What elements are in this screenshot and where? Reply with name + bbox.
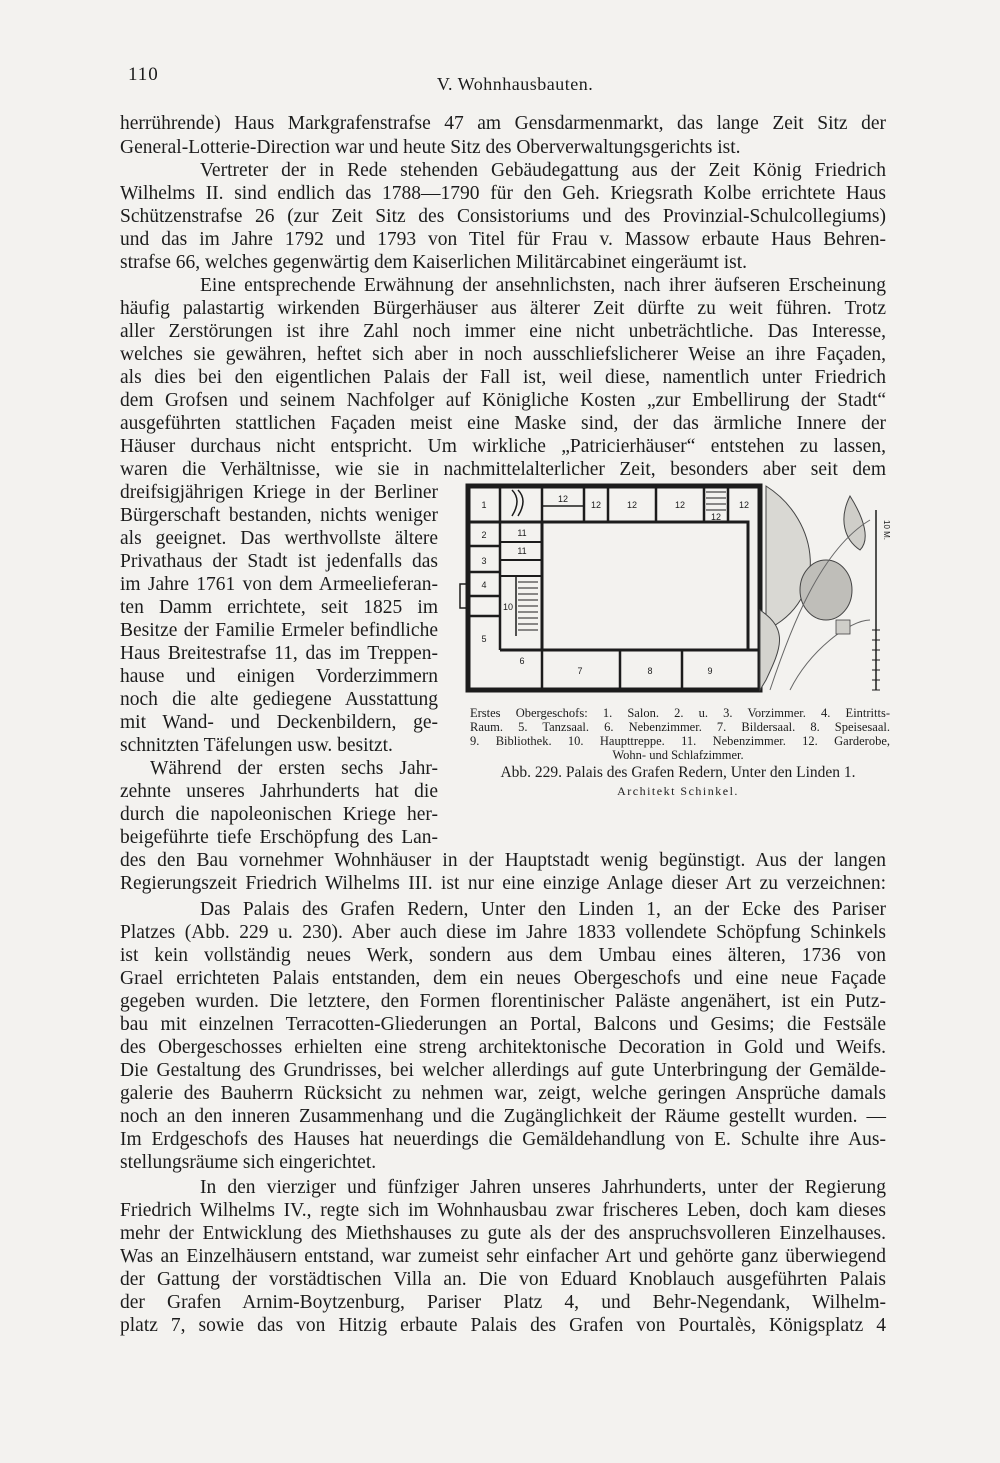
body-line: der Gattung der vorstädtischen Villa an. Die von Eduard Knoblauch ausgeführten Palais xyxy=(120,1269,886,1290)
narrow-line: Privathaus der Stadt ist jedenfalls das xyxy=(120,551,438,572)
room-number: 10 xyxy=(502,602,514,612)
narrow-line: Während der ersten sechs Jahr- xyxy=(150,758,438,779)
body-line: Häuser durchaus nicht entspricht. Um wirkliche „Patricierhäuser“ entstehen zu lassen, xyxy=(120,436,886,457)
narrow-line: Bürgerschaft bestanden, nichts weniger xyxy=(120,505,438,526)
narrow-line: mit Wand- und Deckenbildern, ge- xyxy=(120,712,438,733)
body-line: noch an den inneren Zusammenhang und die Zugänglichkeit der Räume gestellt wurden. — xyxy=(120,1106,886,1127)
figure-legend-line: Erstes Obergeschofs: 1. Salon. 2. u. 3. Vorzimmer. 4. Eintritts- xyxy=(470,706,890,720)
plan-courtyard xyxy=(542,522,748,650)
body-line: Grael errichteten Palais entstanden, dem ein neues Obergeschofs und eine neue Façade xyxy=(120,968,886,989)
room-number: 11 xyxy=(517,546,527,556)
floor-plan-figure xyxy=(460,480,896,798)
running-head: V. Wohnhausbauten. xyxy=(436,74,594,94)
scale-bar xyxy=(872,510,891,690)
room-number: 5 xyxy=(481,634,487,644)
room-number: 9 xyxy=(707,666,713,676)
scale-label: 10 M. xyxy=(882,520,891,541)
body-line: Schützenstrafse 26 (zur Zeit Sitz des Consistoriums und des Provinzial-Schulcollegiums) xyxy=(120,206,886,227)
body-line: Vertreter der in Rede stehenden Gebäudegattung aus der Zeit König Friedrich xyxy=(200,160,886,181)
room-number: 12 xyxy=(557,494,569,504)
room-number: 7 xyxy=(577,666,583,676)
body-line: stellungsräume sich eingerichtet. xyxy=(120,1152,377,1173)
narrow-line: beigeführte tiefe Erschöpfung des Lan- xyxy=(120,827,438,848)
garden-bush xyxy=(836,620,850,634)
room-number: 12 xyxy=(674,500,686,510)
narrow-line: ten Damm errichtete, seit 1825 im xyxy=(120,597,438,618)
narrow-line: zehnte unseres Jahrhunderts hat die xyxy=(120,781,438,802)
body-line: strafse 66, welches gegenwärtig dem Kaiserlichen Militärcabinet eingeräumt ist. xyxy=(120,252,748,273)
narrow-line: noch die alte gediegene Ausstattung xyxy=(120,689,438,710)
body-line: galerie des Bauherrn Rücksicht zu nehmen war, zeigt, welche geringen Ansprüche damals xyxy=(120,1083,886,1104)
body-line: Was an Einzelhäusern entstand, war zumeist sehr einfacher Art und gehörte ganz überwiegend xyxy=(120,1246,886,1267)
body-line: Im Erdgeschofs des Hauses hat neuerdings die Gemäldehandlung von E. Schulte ihre Aus- xyxy=(120,1129,886,1150)
body-line: Platzes (Abb. 229 u. 230). Aber auch diese im Jahre 1833 vollendete Schöpfung Schinkels xyxy=(120,922,886,943)
garden-tree-center xyxy=(800,560,852,620)
floor-plan-drawing xyxy=(460,480,890,702)
body-line: Friedrich Wilhelms IV., regte sich im Wohnhausbau zwar frischeres Leben, doch kam dieses xyxy=(120,1200,886,1221)
room-number: 3 xyxy=(481,556,487,566)
narrow-line: Besitze der Familie Ermeler befindliche xyxy=(120,620,438,641)
narrow-line: schnitzten Täfelungen usw. besitzt. xyxy=(120,735,393,756)
room-number: 8 xyxy=(647,666,653,676)
body-line: und das im Jahre 1792 und 1793 von Titel für Frau v. Massow erbaute Haus Behren- xyxy=(120,229,886,250)
body-line: der Grafen Arnim-Boytzenburg, Pariser Platz 4, und Behr-Negendank, Wilhelm- xyxy=(120,1292,886,1313)
body-line: Eine entsprechende Erwähnung der ansehnlichsten, nach ihrer äufseren Erscheinung xyxy=(200,275,886,296)
body-line: gegeben wurden. Die letztere, den Formen florentinischer Paläste angenähert, ist ein Putz- xyxy=(120,991,886,1012)
body-line: General-Lotterie-Direction war und heute Sitz des Oberverwaltungsgerichts ist. xyxy=(120,137,741,158)
narrow-line: als geeignet. Das werthvollste ältere xyxy=(120,528,438,549)
body-line: waren die Verhältnisse, wie sie in nachmittelalterlicher Zeit, besonders aber seit dem xyxy=(120,459,886,480)
body-line: Regierungszeit Friedrich Wilhelms III. ist nur eine einzige Anlage dieser Art zu verzeichnen: xyxy=(120,873,886,894)
body-line: aller Zerstörungen ist ihre Zahl noch immer eine nicht unbeträchtliche. Das Interesse, xyxy=(120,321,886,342)
body-line: Wilhelms II. sind endlich das 1788—1790 für den Geh. Kriegsrath Kolbe errichtete Haus xyxy=(120,183,886,204)
figure-legend-line: 9. Bibliothek. 10. Haupttreppe. 11. Nebenzimmer. 12. Garderobe, xyxy=(470,734,890,748)
narrow-line: durch die napoleonischen Kriege her- xyxy=(120,804,438,825)
body-line: platz 7, sowie das von Hitzig erbaute Palais des Grafen von Pourtalès, Königsplatz 4 xyxy=(120,1315,886,1336)
narrow-line: im Jahre 1761 von dem Armeelieferan- xyxy=(120,574,438,595)
room-number: 12 xyxy=(626,500,638,510)
garden-tree-cluster-top xyxy=(766,486,810,630)
room-number: 6 xyxy=(519,656,525,666)
room-number: 1 xyxy=(481,500,487,510)
body-line: des den Bau vornehmer Wohnhäuser in der Hauptstadt wenig begünstigt. Aus der langen xyxy=(120,850,886,871)
body-line: ausgeführten stattlichen Façaden meist eine Maske sind, der das ärmliche Innere der xyxy=(120,413,886,434)
body-line: In den vierziger und fünfziger Jahren unseres Jahrhunderts, unter der Regierung xyxy=(200,1177,886,1198)
body-line: häufig palastartig wirkenden Bürgerhäuser aus älterer Zeit dürfte zu weit führen. Trotz xyxy=(120,298,886,319)
page-number: 110 xyxy=(128,64,159,85)
garden-shrub-right xyxy=(844,496,865,550)
figure-architect: Architekt Schinkel. xyxy=(617,784,739,798)
narrow-line: dreifsigjährigen Kriege in der Berliner xyxy=(120,482,438,503)
room-number: 2 xyxy=(481,530,487,540)
room-number: 4 xyxy=(481,580,487,590)
body-line: des Obergeschosses erhielten eine streng architektonische Decoration in Gold und Weifs. xyxy=(120,1037,886,1058)
room-number: 12 xyxy=(710,512,722,522)
room-number: 12 xyxy=(738,500,750,510)
figure-legend-line: Wohn- und Schlafzimmer. xyxy=(612,748,744,762)
body-line: Das Palais des Grafen Redern, Unter den Linden 1, an der Ecke des Pariser xyxy=(200,899,886,920)
figure-title: Abb. 229. Palais des Grafen Redern, Unter den Linden 1. xyxy=(500,764,856,781)
narrow-line: Haus Breitestrafse 11, das im Treppen- xyxy=(120,643,438,664)
room-number: 12 xyxy=(590,500,602,510)
garden-path xyxy=(790,620,870,690)
room-number: 11 xyxy=(517,528,527,538)
plan-garden xyxy=(760,486,870,690)
body-line: bau mit einzelnen Terracotten-Gliederungen an Portal, Balcons und Gesims; die Festsäle xyxy=(120,1014,886,1035)
body-line: mehr der Entwicklung des Miethshauses zu gute als der des anspruchsvolleren Einzelhauses. xyxy=(120,1223,886,1244)
body-line: Die Gestaltung des Grundrisses, bei welcher allerdings auf gute Unterbringung der Gemälde- xyxy=(120,1060,886,1081)
body-line: welches sie gewähren, heftet sich aber in noch ausschliefslicherer Weise an ihre Façaden, xyxy=(120,344,886,365)
body-line: dem Grofsen und seinem Nachfolger auf Königliche Kosten „zur Embellirung der Stadt“ xyxy=(120,390,886,411)
body-line: herrührende) Haus Markgrafenstrafse 47 am Gensdarmenmarkt, das lange Zeit Sitz der xyxy=(120,113,886,134)
body-line: als dies bei den eigentlichen Palais der Fall ist, weil diese, namentlich unter Friedrich xyxy=(120,367,886,388)
figure-legend-line: Raum. 5. Tanzsaal. 6. Nebenzimmer. 7. Bildersaal. 8. Speisesaal. xyxy=(470,720,890,734)
body-line: ist kein vollständig neues Werk, sondern aus dem Umbau eines älteren, 1736 von xyxy=(120,945,886,966)
narrow-line: hause und einigen Vorderzimmern xyxy=(120,666,438,687)
